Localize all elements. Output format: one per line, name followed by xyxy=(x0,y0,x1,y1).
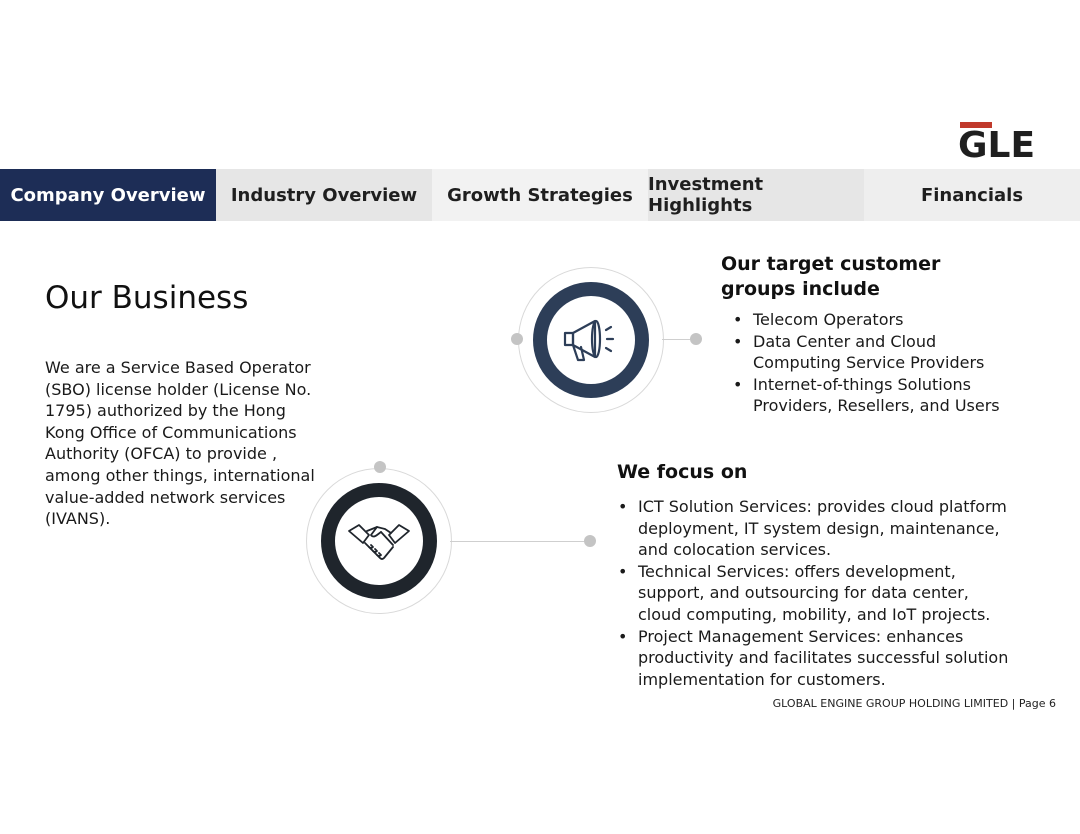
connector-dot xyxy=(584,535,596,547)
intro-paragraph: We are a Service Based Operator (SBO) license holder (License No. 1795) authorized by the Hong Kong Office of Communications Authority (OFCA) to provide , among other things, international value-added network services (IVANS). xyxy=(45,358,315,529)
connector-line xyxy=(662,339,690,340)
section-nav xyxy=(0,169,1080,221)
handshake-circle xyxy=(306,468,452,614)
tab-industry-overview[interactable]: Industry Overview xyxy=(216,169,432,221)
customers-list xyxy=(731,309,1021,417)
handshake-icon xyxy=(347,519,411,563)
list-item: • Project Management Services: enhances productivity and facilitates successful solution implementation for customers. xyxy=(616,626,1011,691)
megaphone-icon xyxy=(561,316,621,366)
tab-growth-strategies[interactable]: Growth Strategies xyxy=(432,169,648,221)
logo-text: GLE xyxy=(958,125,1036,166)
list-item: • Technical Services: offers development, support, and outsourcing for data center, cloud computing, mobility, and IoT projects. xyxy=(616,561,1011,626)
focus-heading: We focus on xyxy=(617,461,748,483)
focus-list xyxy=(616,496,1011,690)
customers-heading: Our target customer groups include xyxy=(721,253,941,300)
list-item: • Internet-of-things Solutions Providers, Resellers, and Users xyxy=(731,374,1021,417)
connector-line xyxy=(450,541,584,542)
tab-financials[interactable]: Financials xyxy=(864,169,1080,221)
connector-dot xyxy=(374,461,386,473)
connector-dot xyxy=(690,333,702,345)
page-title: Our Business xyxy=(45,280,249,316)
company-logo xyxy=(958,122,1044,166)
tab-company-overview[interactable]: Company Overview xyxy=(0,169,216,221)
list-item: • Telecom Operators xyxy=(731,309,1021,331)
list-item: • Data Center and Cloud Computing Service Providers xyxy=(731,331,1021,374)
tab-investment-highlights[interactable]: Investment Highlights xyxy=(648,169,864,221)
list-item: • ICT Solution Services: provides cloud platform deployment, IT system design, maintenance, and colocation services. xyxy=(616,496,1011,561)
page-footer: GLOBAL ENGINE GROUP HOLDING LIMITED | Page 6 xyxy=(772,697,1056,710)
connector-dot xyxy=(511,333,523,345)
megaphone-circle xyxy=(518,267,664,413)
